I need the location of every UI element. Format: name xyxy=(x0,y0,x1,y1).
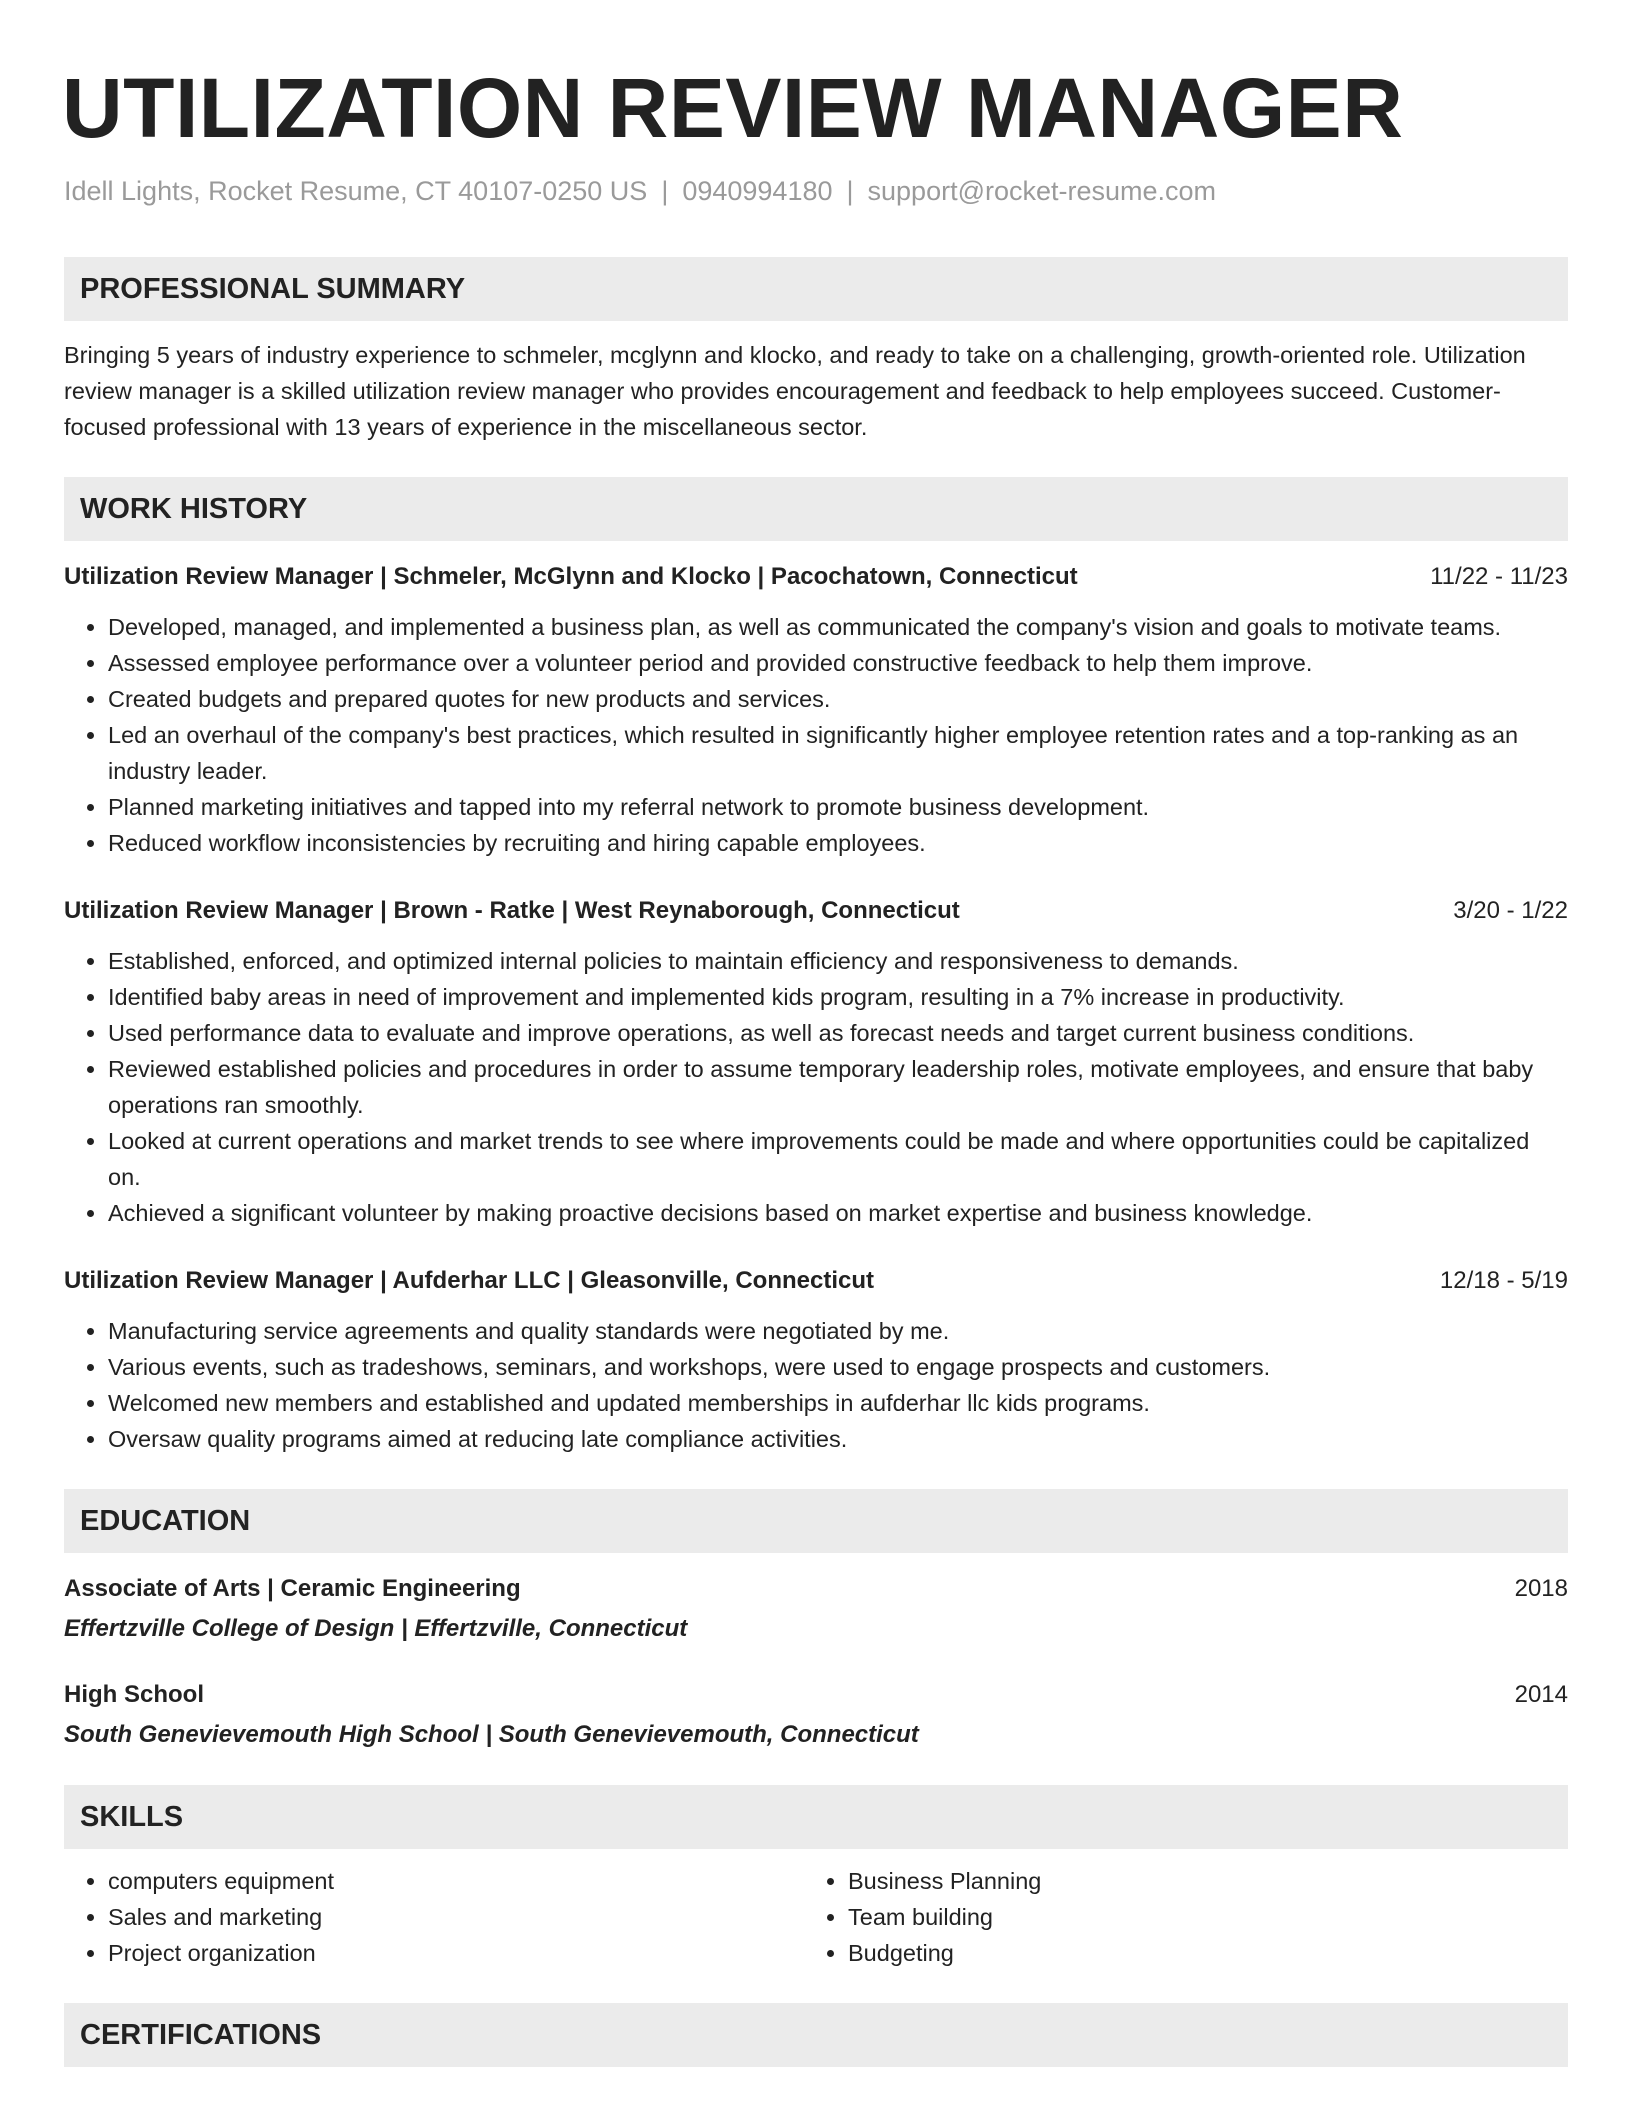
job-bullet: • Established, enforced, and optimized internal policies to maintain efficiency and responsiveness to demands. xyxy=(108,943,1568,979)
contact-address: Idell Lights, Rocket Resume, CT 40107-0250 US xyxy=(64,176,648,206)
skill-item: • Sales and marketing xyxy=(108,1899,804,1935)
resume-name: UTILIZATION REVIEW MANAGER xyxy=(62,61,1404,155)
skills-list-right xyxy=(804,1863,1544,1971)
contact-email: support@rocket-resume.com xyxy=(867,176,1217,206)
section-heading-work-history: WORK HISTORY xyxy=(64,477,1568,541)
skill-item: • Project organization xyxy=(108,1935,804,1971)
summary-text: Bringing 5 years of industry experience to schmeler, mcglynn and klocko, and ready to take on a challenging, growth-oriented role. Utilization review manager is a skilled utilization review manager who provides encouragement and feedback to help employees succeed. Customer-focused professional with 13 years of experience in the miscellaneous sector. xyxy=(64,342,1526,440)
work-history-section xyxy=(64,477,1568,1457)
contact-separator: | xyxy=(846,176,854,206)
job-dates: 11/22 - 11/23 xyxy=(1430,563,1568,590)
skill-item: • Budgeting xyxy=(848,1935,1544,1971)
education-year: 2014 xyxy=(1514,1681,1568,1708)
job-bullet: • Developed, managed, and implemented a business plan, as well as communicated the company's vision and goals to motivate teams. xyxy=(108,609,1568,645)
job-bullet: • Various events, such as tradeshows, seminars, and workshops, were used to engage prospects and customers. xyxy=(108,1349,1568,1385)
job-bullet: • Oversaw quality programs aimed at reducing late compliance activities. xyxy=(108,1421,1568,1457)
job-dates: 3/20 - 1/22 xyxy=(1453,897,1568,924)
skills-columns xyxy=(64,1863,1568,1971)
contact-separator: | xyxy=(661,176,669,206)
skills-section xyxy=(64,1785,1568,1971)
section-heading-education: EDUCATION xyxy=(64,1489,1568,1553)
job-bullet: • Reviewed established policies and procedures in order to assume temporary leadership roles, motivate employees, and ensure that baby operations ran smoothly. xyxy=(108,1051,1568,1123)
job-bullet: • Identified baby areas in need of improvement and implemented kids program, resulting in a 7% increase in productivity. xyxy=(108,979,1568,1015)
contact-phone: 0940994180 xyxy=(682,176,833,206)
job-bullet: • Used performance data to evaluate and improve operations, as well as forecast needs and target current business conditions. xyxy=(108,1015,1568,1051)
education-section xyxy=(64,1489,1568,1753)
section-heading-summary: PROFESSIONAL SUMMARY xyxy=(64,257,1568,321)
job-entry xyxy=(64,559,1568,861)
job-bullet: • Achieved a significant volunteer by making proactive decisions based on market expertise and business knowledge. xyxy=(108,1195,1568,1231)
job-bullets xyxy=(64,1313,1568,1457)
skills-list-left xyxy=(64,1863,804,1971)
job-bullets xyxy=(64,943,1568,1231)
education-school: South Genevievemouth High School | South Genevievemouth, Connecticut xyxy=(64,1721,919,1748)
certifications-section xyxy=(64,2003,1568,2067)
job-title: Utilization Review Manager | Aufderhar LLC | Gleasonville, Connecticut xyxy=(64,1267,875,1294)
job-entry xyxy=(64,1263,1568,1457)
job-bullet: • Created budgets and prepared quotes for new products and services. xyxy=(108,681,1568,717)
education-degree: High School xyxy=(64,1681,204,1708)
job-bullets xyxy=(64,609,1568,861)
section-heading-certifications: CERTIFICATIONS xyxy=(64,2003,1568,2067)
summary-section xyxy=(64,257,1568,445)
contact-line xyxy=(64,176,1568,207)
job-bullet: • Looked at current operations and market trends to see where improvements could be made and where opportunities could be capitalized on. xyxy=(108,1123,1568,1195)
job-bullet: • Led an overhaul of the company's best practices, which resulted in significantly higher employee retention rates and a top-ranking as an industry leader. xyxy=(108,717,1568,789)
skill-item: • Business Planning xyxy=(848,1863,1544,1899)
education-school: Effertzville College of Design | Effertzville, Connecticut xyxy=(64,1615,688,1642)
job-bullet: • Assessed employee performance over a volunteer period and provided constructive feedback to help them improve. xyxy=(108,645,1568,681)
skill-item: • Team building xyxy=(848,1899,1544,1935)
job-entry xyxy=(64,893,1568,1231)
education-degree: Associate of Arts | Ceramic Engineering xyxy=(64,1575,521,1602)
job-title: Utilization Review Manager | Schmeler, McGlynn and Klocko | Pacochatown, Connecticut xyxy=(64,563,1078,590)
education-entry xyxy=(64,1571,1568,1647)
skill-item: • computers equipment xyxy=(108,1863,804,1899)
job-bullet: • Manufacturing service agreements and quality standards were negotiated by me. xyxy=(108,1313,1568,1349)
section-heading-skills: SKILLS xyxy=(64,1785,1568,1849)
education-entry xyxy=(64,1677,1568,1753)
education-year: 2018 xyxy=(1514,1575,1568,1602)
job-title: Utilization Review Manager | Brown - Ratke | West Reynaborough, Connecticut xyxy=(64,897,960,924)
job-bullet: • Reduced workflow inconsistencies by recruiting and hiring capable employees. xyxy=(108,825,1568,861)
job-bullet: • Planned marketing initiatives and tapped into my referral network to promote business development. xyxy=(108,789,1568,825)
job-bullet: • Welcomed new members and established and updated memberships in aufderhar llc kids programs. xyxy=(108,1385,1568,1421)
job-dates: 12/18 - 5/19 xyxy=(1439,1267,1568,1294)
